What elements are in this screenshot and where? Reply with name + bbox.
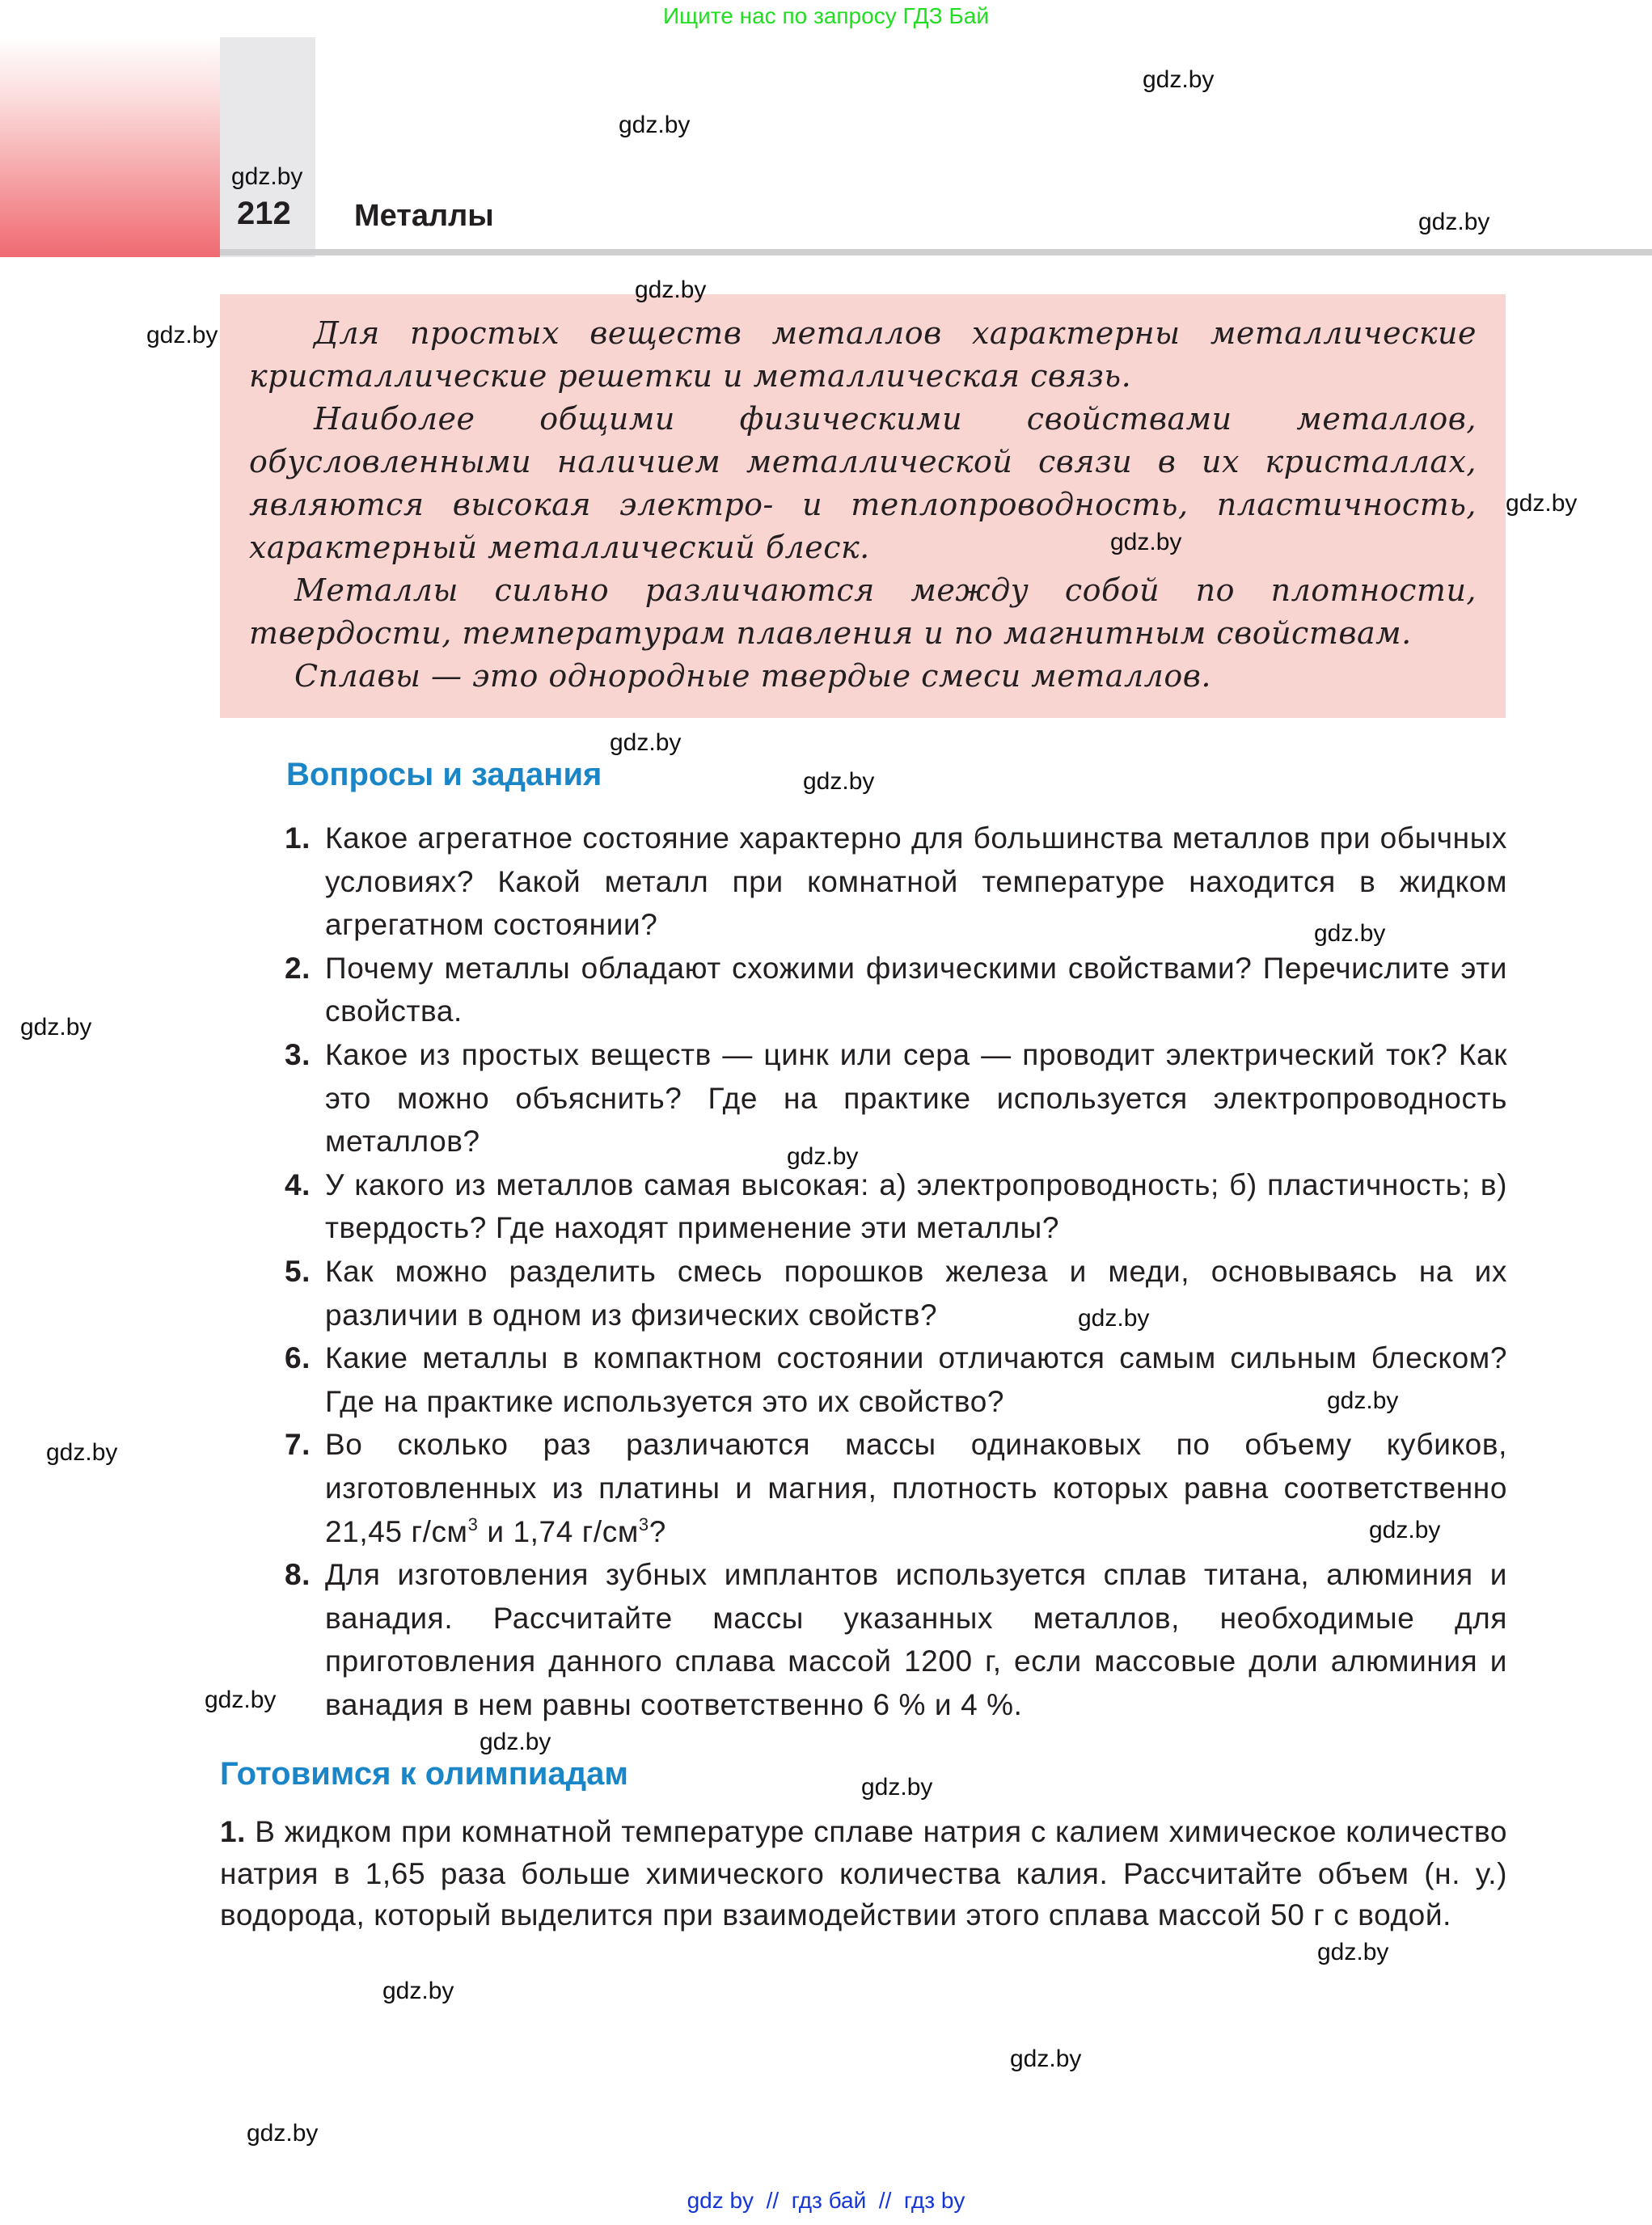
header-divider [220, 249, 1652, 255]
watermark: gdz.by [20, 1014, 92, 1041]
watermark: gdz.by [1418, 209, 1490, 235]
question-number: 4. [285, 1167, 311, 1201]
question-text-part: ? [649, 1514, 666, 1548]
olympiad-heading: Готовимся к олимпиадам [220, 1756, 628, 1792]
superscript: 3 [467, 1514, 479, 1535]
page-number: 212 [237, 196, 291, 231]
question-text: Какие металлы в компактном состоянии отличаются самым сильным блеском? Где на практике используется это их свойство? [325, 1341, 1507, 1418]
question-text: Для изготовления зубных имплантов используется сплав титана, алюминия и ванадия. Рассчитайте массы указанных металлов, необходимые для приготовления данного сплава массой 1200 г, если массовые доли алюминия и ванадия в нем равны соответственно 6 % и 4 %. [325, 1558, 1507, 1721]
watermark: gdz.by [46, 1439, 118, 1466]
superscript: 3 [638, 1514, 649, 1535]
watermark: gdz.by [1143, 66, 1215, 93]
question-number: 7. [285, 1428, 311, 1462]
watermark: gdz.by [610, 729, 682, 756]
summary-box [220, 294, 1506, 718]
watermark: gdz.by [1010, 2046, 1082, 2072]
watermark: gdz.by [1110, 529, 1182, 555]
search-banner[interactable]: Ищите нас по запросу ГДЗ Бай [662, 3, 990, 28]
footer-link-text[interactable]: gdz by // гдз бай // гдз by [687, 2188, 965, 2213]
summary-paragraph: Сплавы — это однородные твердые смеси металлов. [294, 658, 1211, 694]
chapter-title: Металлы [354, 199, 494, 233]
watermark: gdz.by [1317, 1939, 1389, 1965]
question-text-part: и 1,74 г/см [478, 1514, 639, 1548]
watermark: gdz.by [1078, 1305, 1150, 1332]
watermark: gdz.by [787, 1143, 859, 1170]
questions-list [285, 817, 1507, 1726]
watermark: gdz.by [231, 163, 303, 190]
watermark: gdz.by [1369, 1517, 1441, 1543]
olympiad-task [220, 1811, 1507, 1936]
question-text: У какого из металлов самая высокая: а) электропроводность; б) пластичность; в) твердость? Где находят применение эти металлы? [325, 1167, 1507, 1245]
watermark: gdz.by [1506, 490, 1578, 517]
question-number: 6. [285, 1341, 311, 1375]
watermark: gdz.by [619, 112, 691, 138]
question-text: Какое из простых веществ — цинк или сера — проводит электрический ток? Как это можно объяснить? Где на практике используется электропроводность металлов? [325, 1037, 1507, 1159]
watermark: gdz.by [247, 2120, 319, 2147]
page-edge-gradient [0, 37, 220, 257]
question-item [285, 1423, 1507, 1553]
question-item [285, 1250, 1507, 1336]
watermark: gdz.by [382, 1978, 454, 2004]
question-text [325, 1423, 1507, 1553]
footer-links[interactable] [0, 2188, 1652, 2214]
question-text-part: Во сколько раз различаются массы одинаковых по объему кубиков, изготовленных из платины и магния, плотность которых равна соответственно 21,45 г/см [325, 1428, 1507, 1548]
question-item [285, 1033, 1507, 1163]
olympiad-task-number: 1. [220, 1815, 247, 1848]
summary-paragraph: Для простых веществ металлов характерны металлические кристаллические решетки и металлическая связь. [249, 315, 1477, 394]
question-number: 2. [285, 951, 311, 985]
questions-heading: Вопросы и задания [286, 757, 602, 792]
watermark: gdz.by [635, 277, 707, 303]
question-text: Какое агрегатное состояние характерно для большинства металлов при обычных условиях? Какой металл при комнатной температуре находится в жидком агрегатном состоянии? [325, 821, 1507, 942]
question-item [285, 1553, 1507, 1726]
question-item [285, 1163, 1507, 1250]
watermark: gdz.by [803, 768, 875, 795]
summary-paragraph: Металлы сильно различаются между собой по плотности, твердости, температурам плавления и по магнитным свойствам. [249, 572, 1477, 651]
question-text: Как можно разделить смесь порошков железа и меди, основываясь на их различии в одном из физических свойств? [325, 1254, 1507, 1332]
question-number: 8. [285, 1558, 311, 1592]
question-number: 3. [285, 1037, 311, 1071]
watermark: gdz.by [861, 1774, 933, 1801]
question-item [285, 947, 1507, 1033]
watermark: gdz.by [205, 1687, 277, 1713]
question-item [285, 1336, 1507, 1423]
watermark: gdz.by [146, 322, 218, 348]
question-number: 5. [285, 1254, 311, 1288]
watermark: gdz.by [1327, 1387, 1399, 1414]
question-number: 1. [285, 821, 311, 855]
watermark: gdz.by [1314, 920, 1386, 947]
summary-paragraph: Наиболее общими физическими свойствами металлов, обусловленными наличием металлической связи в их кристаллах, являются высокая электро- и теплопроводность, пластичность, характерный металлический блеск. [249, 401, 1477, 565]
watermark: gdz.by [480, 1729, 551, 1755]
olympiad-task-text: В жидком при комнатной температуре сплаве натрия с калием химическое количество натрия в 1,65 раза больше химического количества калия. Рассчитайте объем (н. у.) водорода, который выделится при взаимодействии этого сплава массой 50 г с водой. [220, 1815, 1507, 1932]
question-text: Почему металлы обладают схожими физическими свойствами? Перечислите эти свойства. [325, 951, 1507, 1028]
